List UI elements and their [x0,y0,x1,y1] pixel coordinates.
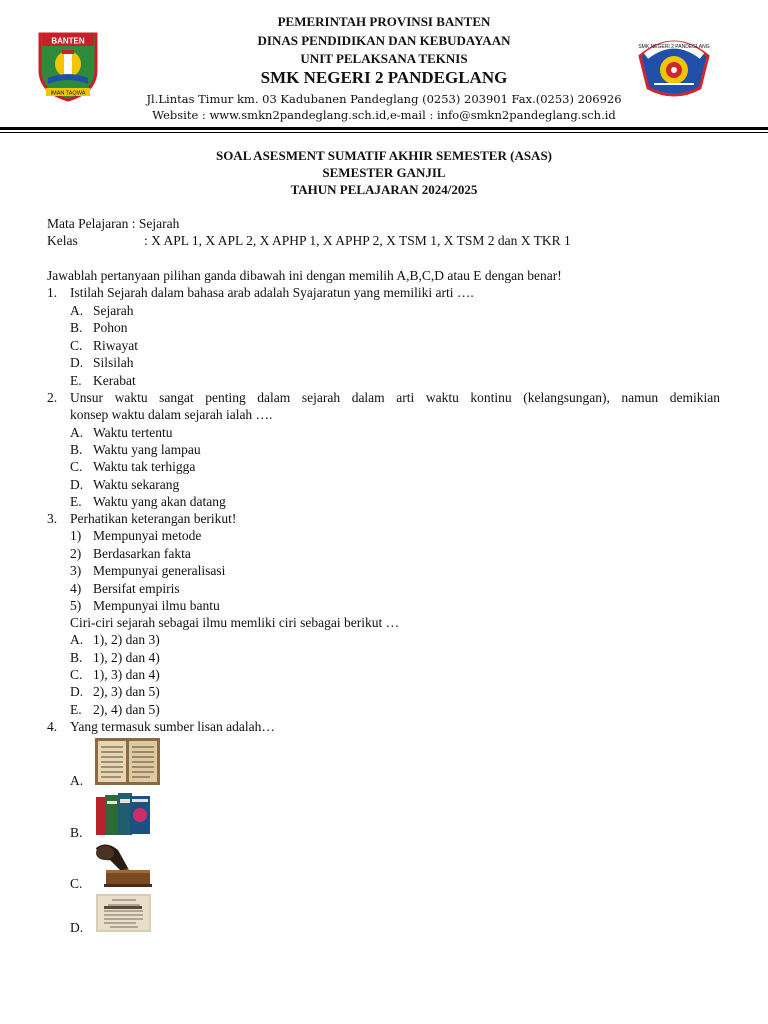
school-logo [636,32,712,102]
school-logo-text: SMK NEGERI 2 PANDEGLANG [638,44,710,50]
option-letter: C. [70,667,83,682]
option-text: 2), 4) dan 5) [93,702,160,717]
option-text: Waktu tak terhigga [93,459,196,474]
item-text: Bersifat empiris [93,581,180,596]
gramophone-image [92,842,154,888]
option-letter: D. [70,355,84,370]
class-label: Kelas [47,233,78,248]
option-letter: C. [70,338,83,353]
option-letter: B. [70,442,83,457]
option-text: 1), 3) dan 4) [93,667,160,682]
school-website: Website : www.smkn2pandeglang.sch.id,e-mail : info@smkn2pandeglang.sch.id [152,108,616,122]
exam-title: SOAL ASESMENT SUMATIF AKHIR SEMESTER (ASAS) [215,148,553,163]
option-letter: A. [70,425,84,440]
exam-year: TAHUN PELAJARAN 2024/2025 [290,182,478,197]
question-number: 4. [47,719,58,734]
item-text: Mempunyai ilmu bantu [93,598,220,613]
item-text: Mempunyai generalisasi [93,563,226,578]
item-number: 2) [70,546,82,561]
item-number: 3) [70,563,82,578]
option-letter: C. [70,459,83,474]
option-text: Sejarah [93,303,134,318]
option-letter: A. [70,303,84,318]
option-letter: B. [70,320,83,335]
item-number: 5) [70,598,82,613]
option-text: Waktu yang akan datang [93,494,226,509]
option-letter: B. [70,825,83,840]
option-text: Waktu tertentu [93,425,173,440]
option-letter: E. [70,373,82,388]
option-text: 1), 2) dan 3) [93,632,160,647]
letterhead-rule-thin [0,132,768,133]
question-text-line1: Unsur waktu sangat penting dalam sejarah dalam arti waktu kontinu (kelangsungan), namun demikian [70,390,720,405]
option-letter: E. [70,494,82,509]
option-letter: D. [70,920,84,935]
option-text: 2), 3) dan 5) [93,684,160,699]
option-letter: A. [70,773,84,788]
option-text: Kerabat [93,373,136,388]
question-number: 1. [47,285,58,300]
option-text: Silsilah [93,355,134,370]
exam-semester: SEMESTER GANJIL [322,165,446,180]
banten-logo-text: BANTEN [51,36,85,46]
option-text: Waktu yang lampau [93,442,201,457]
option-letter: B. [70,650,83,665]
question-text-line2: konsep waktu dalam sejarah ialah …. [70,407,273,422]
question-text: Yang termasuk sumber lisan adalah… [70,719,275,734]
option-letter: A. [70,632,84,647]
books-image [96,793,152,837]
option-text: Waktu sekarang [93,477,180,492]
option-text: 1), 2) dan 4) [93,650,160,665]
instruction: Jawablah pertanyaan pilihan ganda dibawah ini dengan memilih A,B,C,D atau E dengan benar! [47,268,562,283]
department-name: DINAS PENDIDIKAN DAN KEBUDAYAAN [257,33,511,48]
item-text: Berdasarkan fakta [93,546,191,561]
document-image [96,894,151,932]
govt-name: PEMERINTAH PROVINSI BANTEN [277,14,491,29]
option-letter: C. [70,876,83,891]
school-name: SMK NEGERI 2 PANDEGLANG [260,68,508,87]
option-text: Riwayat [93,338,138,353]
class-value: : X APL 1, X APL 2, X APHP 1, X APHP 2, X TSM 1, X TSM 2 dan X TKR 1 [144,233,571,248]
school-address: Jl.Lintas Timur km. 03 Kadubanen Pandeglang (0253) 203901 Fax.(0253) 206926 [146,92,622,106]
question-prompt: Ciri-ciri sejarah sebagai ilmu memliki ciri sebagai berikut … [70,615,400,630]
item-number: 4) [70,581,82,596]
option-text: Pohon [93,320,128,335]
question-text: Istilah Sejarah dalam bahasa arab adalah Syajaratun yang memiliki arti …. [70,285,474,300]
question-number: 2. [47,390,58,405]
letterhead-rule-thick [0,127,768,130]
unit-name: UNIT PELAKSANA TEKNIS [300,51,468,66]
option-letter: D. [70,477,84,492]
item-text: Mempunyai metode [93,528,202,543]
manuscript-image [95,738,160,785]
question-number: 3. [47,511,58,526]
item-number: 1) [70,528,82,543]
banten-logo-motto: IMAN TAQWA [50,90,86,97]
subject-label: Mata Pelajaran : Sejarah [47,216,180,231]
option-letter: E. [70,702,82,717]
option-letter: D. [70,684,84,699]
question-text: Perhatikan keterangan berikut! [70,511,237,526]
